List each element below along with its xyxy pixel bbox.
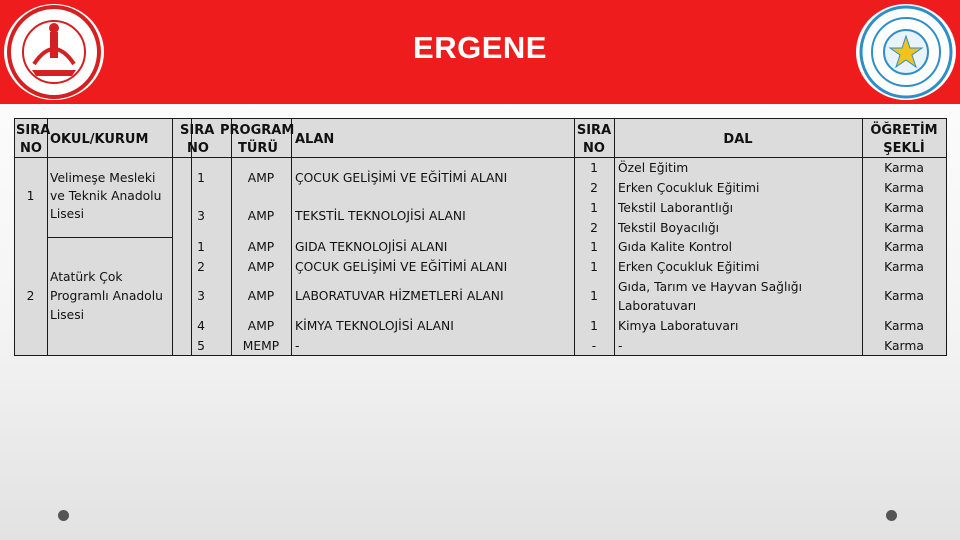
row-sekil: Karma xyxy=(884,221,924,235)
row-tur: AMP xyxy=(247,240,275,254)
row-alan: TEKSTİL TEKNOLOJİSİ ALANI xyxy=(295,209,466,223)
row-dal: Gıda Kalite Kontrol xyxy=(618,240,733,254)
row-tur: AMP xyxy=(247,260,275,274)
row-dal-sira: 1 xyxy=(590,260,598,274)
row-dal: Tekstil Boyacılığı xyxy=(618,221,720,235)
row-dal: Tekstil Laborantlığı xyxy=(618,201,734,215)
row-sekil: Karma xyxy=(884,260,924,274)
row-tur: AMP xyxy=(247,171,275,185)
row-sira: 2 xyxy=(197,260,205,274)
row-dal-sira: 2 xyxy=(590,181,598,195)
row-alan: ÇOCUK GELİŞİMİ VE EĞİTİMİ ALANI xyxy=(295,171,508,185)
row-dal-sira: - xyxy=(591,339,597,353)
row-sekil: Karma xyxy=(884,181,924,195)
header-turu: TÜRÜ xyxy=(238,141,278,156)
row-sira: 3 xyxy=(197,289,205,303)
row-dal-sira: 2 xyxy=(590,221,598,235)
header-sira: SIRA xyxy=(16,123,51,138)
header-ogretim: ÖĞRETİM xyxy=(870,123,938,138)
row-alan: ÇOCUK GELİŞİMİ VE EĞİTİMİ ALANI xyxy=(295,260,508,274)
header-program: PROGRAM xyxy=(220,123,295,138)
header-prog-no: NO xyxy=(187,141,209,156)
school-name-line: Lisesi xyxy=(50,308,85,322)
row-dal: Özel Eğitim xyxy=(618,161,689,175)
row-alan: GIDA TEKNOLOJİSİ ALANI xyxy=(295,240,448,254)
row-sekil: Karma xyxy=(884,319,924,333)
row-sekil: Karma xyxy=(884,289,924,303)
header-alan: ALAN xyxy=(295,132,335,147)
row-dal-sira: 1 xyxy=(590,201,598,215)
row-dal: Laboratuvarı xyxy=(618,299,697,313)
header-prog-sira: SIRA xyxy=(180,123,215,138)
row-sekil: Karma xyxy=(884,201,924,215)
header-dal: DAL xyxy=(723,132,753,147)
header-sekli: ŞEKLİ xyxy=(883,141,925,156)
header-no: NO xyxy=(20,141,42,156)
row-tur: AMP xyxy=(247,319,275,333)
row-dal-sira: 1 xyxy=(590,289,598,303)
school-name-line: Velimeşe Mesleki xyxy=(50,171,156,185)
row-dal: Gıda, Tarım ve Hayvan Sağlığı xyxy=(618,280,803,294)
row-sekil: Karma xyxy=(884,161,924,175)
row-sira: 1 xyxy=(197,171,205,185)
row-sira: 5 xyxy=(197,339,205,353)
row-dal-sira: 1 xyxy=(590,319,598,333)
row-tur: AMP xyxy=(247,289,275,303)
row-sekil: Karma xyxy=(884,339,924,353)
directorate-logo xyxy=(856,4,956,100)
row-dal: - xyxy=(618,339,623,353)
school-no: 2 xyxy=(26,289,35,303)
row-alan: - xyxy=(295,339,300,353)
row-sira: 4 xyxy=(197,319,205,333)
row-sira: 1 xyxy=(197,240,205,254)
title-banner xyxy=(0,0,960,104)
row-dal-sira: 1 xyxy=(590,161,598,175)
row-sira: 3 xyxy=(197,209,205,223)
row-sekil: Karma xyxy=(884,240,924,254)
school-name-line: Programlı Anadolu xyxy=(50,289,163,303)
row-dal: Erken Çocukluk Eğitimi xyxy=(618,181,760,195)
row-tur: MEMP xyxy=(242,339,280,353)
school-name-line: ve Teknik Anadolu xyxy=(50,189,162,203)
slide-dot-left xyxy=(58,510,69,521)
row-tur: AMP xyxy=(247,209,275,223)
slide-dot-right xyxy=(886,510,897,521)
school-name-line: Lisesi xyxy=(50,207,85,221)
row-dal: Erken Çocukluk Eğitimi xyxy=(618,260,760,274)
row-alan: KİMYA TEKNOLOJİSİ ALANI xyxy=(295,319,454,333)
header-dal-sira: SIRA xyxy=(576,123,612,138)
row-dal: Kimya Laboratuvarı xyxy=(618,319,739,333)
page-title: ERGENE xyxy=(413,30,547,65)
school-no: 1 xyxy=(26,189,35,203)
row-dal-sira: 1 xyxy=(590,240,598,254)
header-dal-no: NO xyxy=(583,141,605,156)
header-okul: OKUL/KURUM xyxy=(50,132,149,147)
row-alan: LABORATUVAR HİZMETLERİ ALANI xyxy=(295,289,504,303)
school-name-line: Atatürk Çok xyxy=(50,270,123,284)
